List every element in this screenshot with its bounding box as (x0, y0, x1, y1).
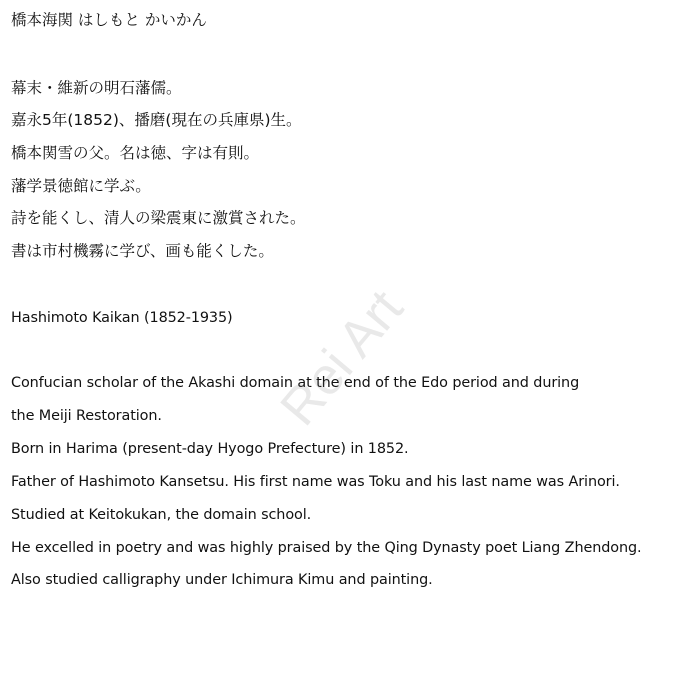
japanese-bio-line: 詩を能くし、清人の梁震東に激賞された。 (11, 209, 306, 227)
english-bio-line: He excelled in poetry and was highly praised by the Qing Dynasty poet Liang Zhendong. (11, 540, 642, 556)
watermark-text: Rei Art (269, 279, 415, 437)
english-bio-line: Father of Hashimoto Kansetsu. His first name was Toku and his last name was Arinori. (11, 474, 620, 490)
japanese-bio-line: 嘉永5年(1852)、播磨(現在の兵庫県)生。 (11, 111, 302, 129)
japanese-bio-line: 藩学景徳館に学ぶ。 (11, 177, 151, 195)
english-bio-line: Confucian scholar of the Akashi domain at the end of the Edo period and during (11, 375, 580, 391)
japanese-bio-line: 書は市村機霧に学び、画も能くした。 (11, 242, 274, 260)
english-bio-line: Born in Harima (present-day Hyogo Prefecture) in 1852. (11, 441, 409, 457)
english-heading: Hashimoto Kaikan (1852-1935) (11, 310, 233, 326)
english-bio-line: the Meiji Restoration. (11, 408, 162, 424)
japanese-bio-line: 幕末・維新の明石藩儒。 (11, 79, 182, 97)
english-bio-line: Also studied calligraphy under Ichimura Kimu and painting. (11, 572, 433, 588)
english-bio-line: Studied at Keitokukan, the domain school. (11, 507, 312, 523)
page-title: 橋本海関 はしもと かいかん (11, 11, 207, 29)
japanese-bio-line: 橋本関雪の父。名は徳、字は有則。 (11, 144, 260, 162)
